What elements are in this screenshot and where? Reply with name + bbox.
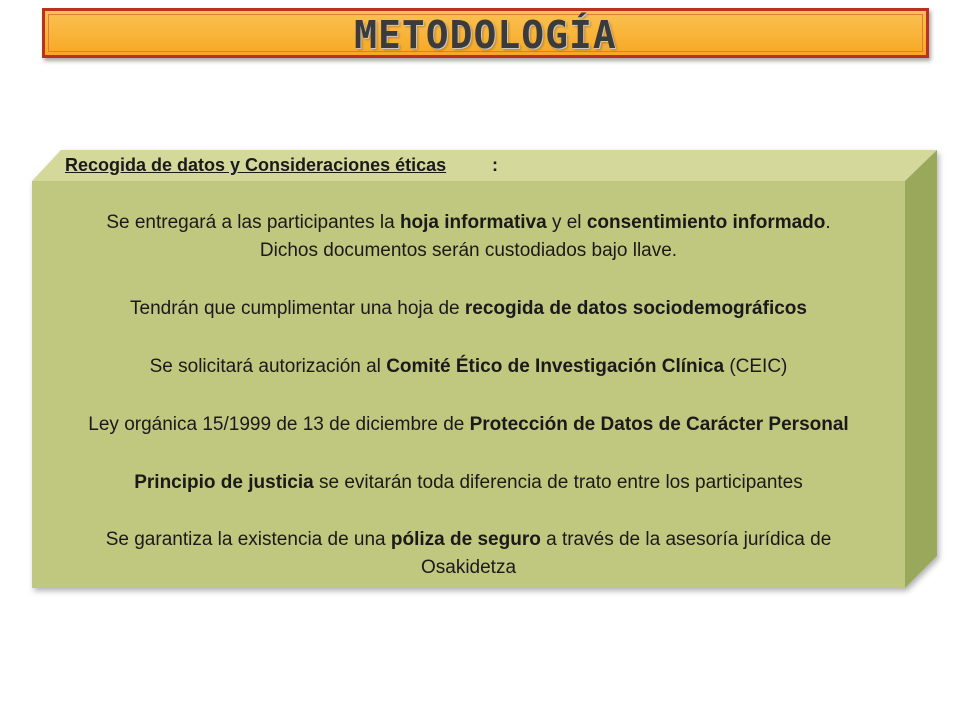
paragraph-data-protection-law: Ley orgánica 15/1999 de 13 de diciembre de Protección de Datos de Carácter Personal (88, 414, 849, 435)
box-side-face (905, 150, 937, 588)
paragraph-sociodemographic: Tendrán que cumplimentar una hoja de recogida de datos sociodemográficos (130, 298, 807, 319)
page-title: METODOLOGÍA (354, 13, 617, 57)
paragraph-insurance-line2: Osakidetza (420, 557, 517, 578)
paragraph-justice-principle: Principio de justicia se evitarán toda diferencia de trato entre los participantes (134, 472, 803, 493)
title-banner (42, 8, 929, 58)
section-heading-colon: : (492, 155, 498, 175)
paragraph-ethics-committee: Se solicitará autorización al Comité Ético de Investigación Clínica (CEIC) (149, 356, 788, 377)
paragraph-insurance-line1: Se garantiza la existencia de una póliza de seguro a través de la asesoría jurídica de (105, 529, 832, 550)
paragraph-consent (32, 209, 905, 265)
section-heading: Recogida de datos y Consideraciones éticas (65, 155, 447, 175)
paragraph-consent-line1: Se entregará a las participantes la hoja informativa y el consentimiento informado. (106, 212, 831, 233)
paragraph-consent-line2: Dichos documentos serán custodiados bajo llave. (259, 240, 678, 261)
methodology-content (32, 153, 905, 588)
paragraph-insurance (32, 526, 905, 582)
